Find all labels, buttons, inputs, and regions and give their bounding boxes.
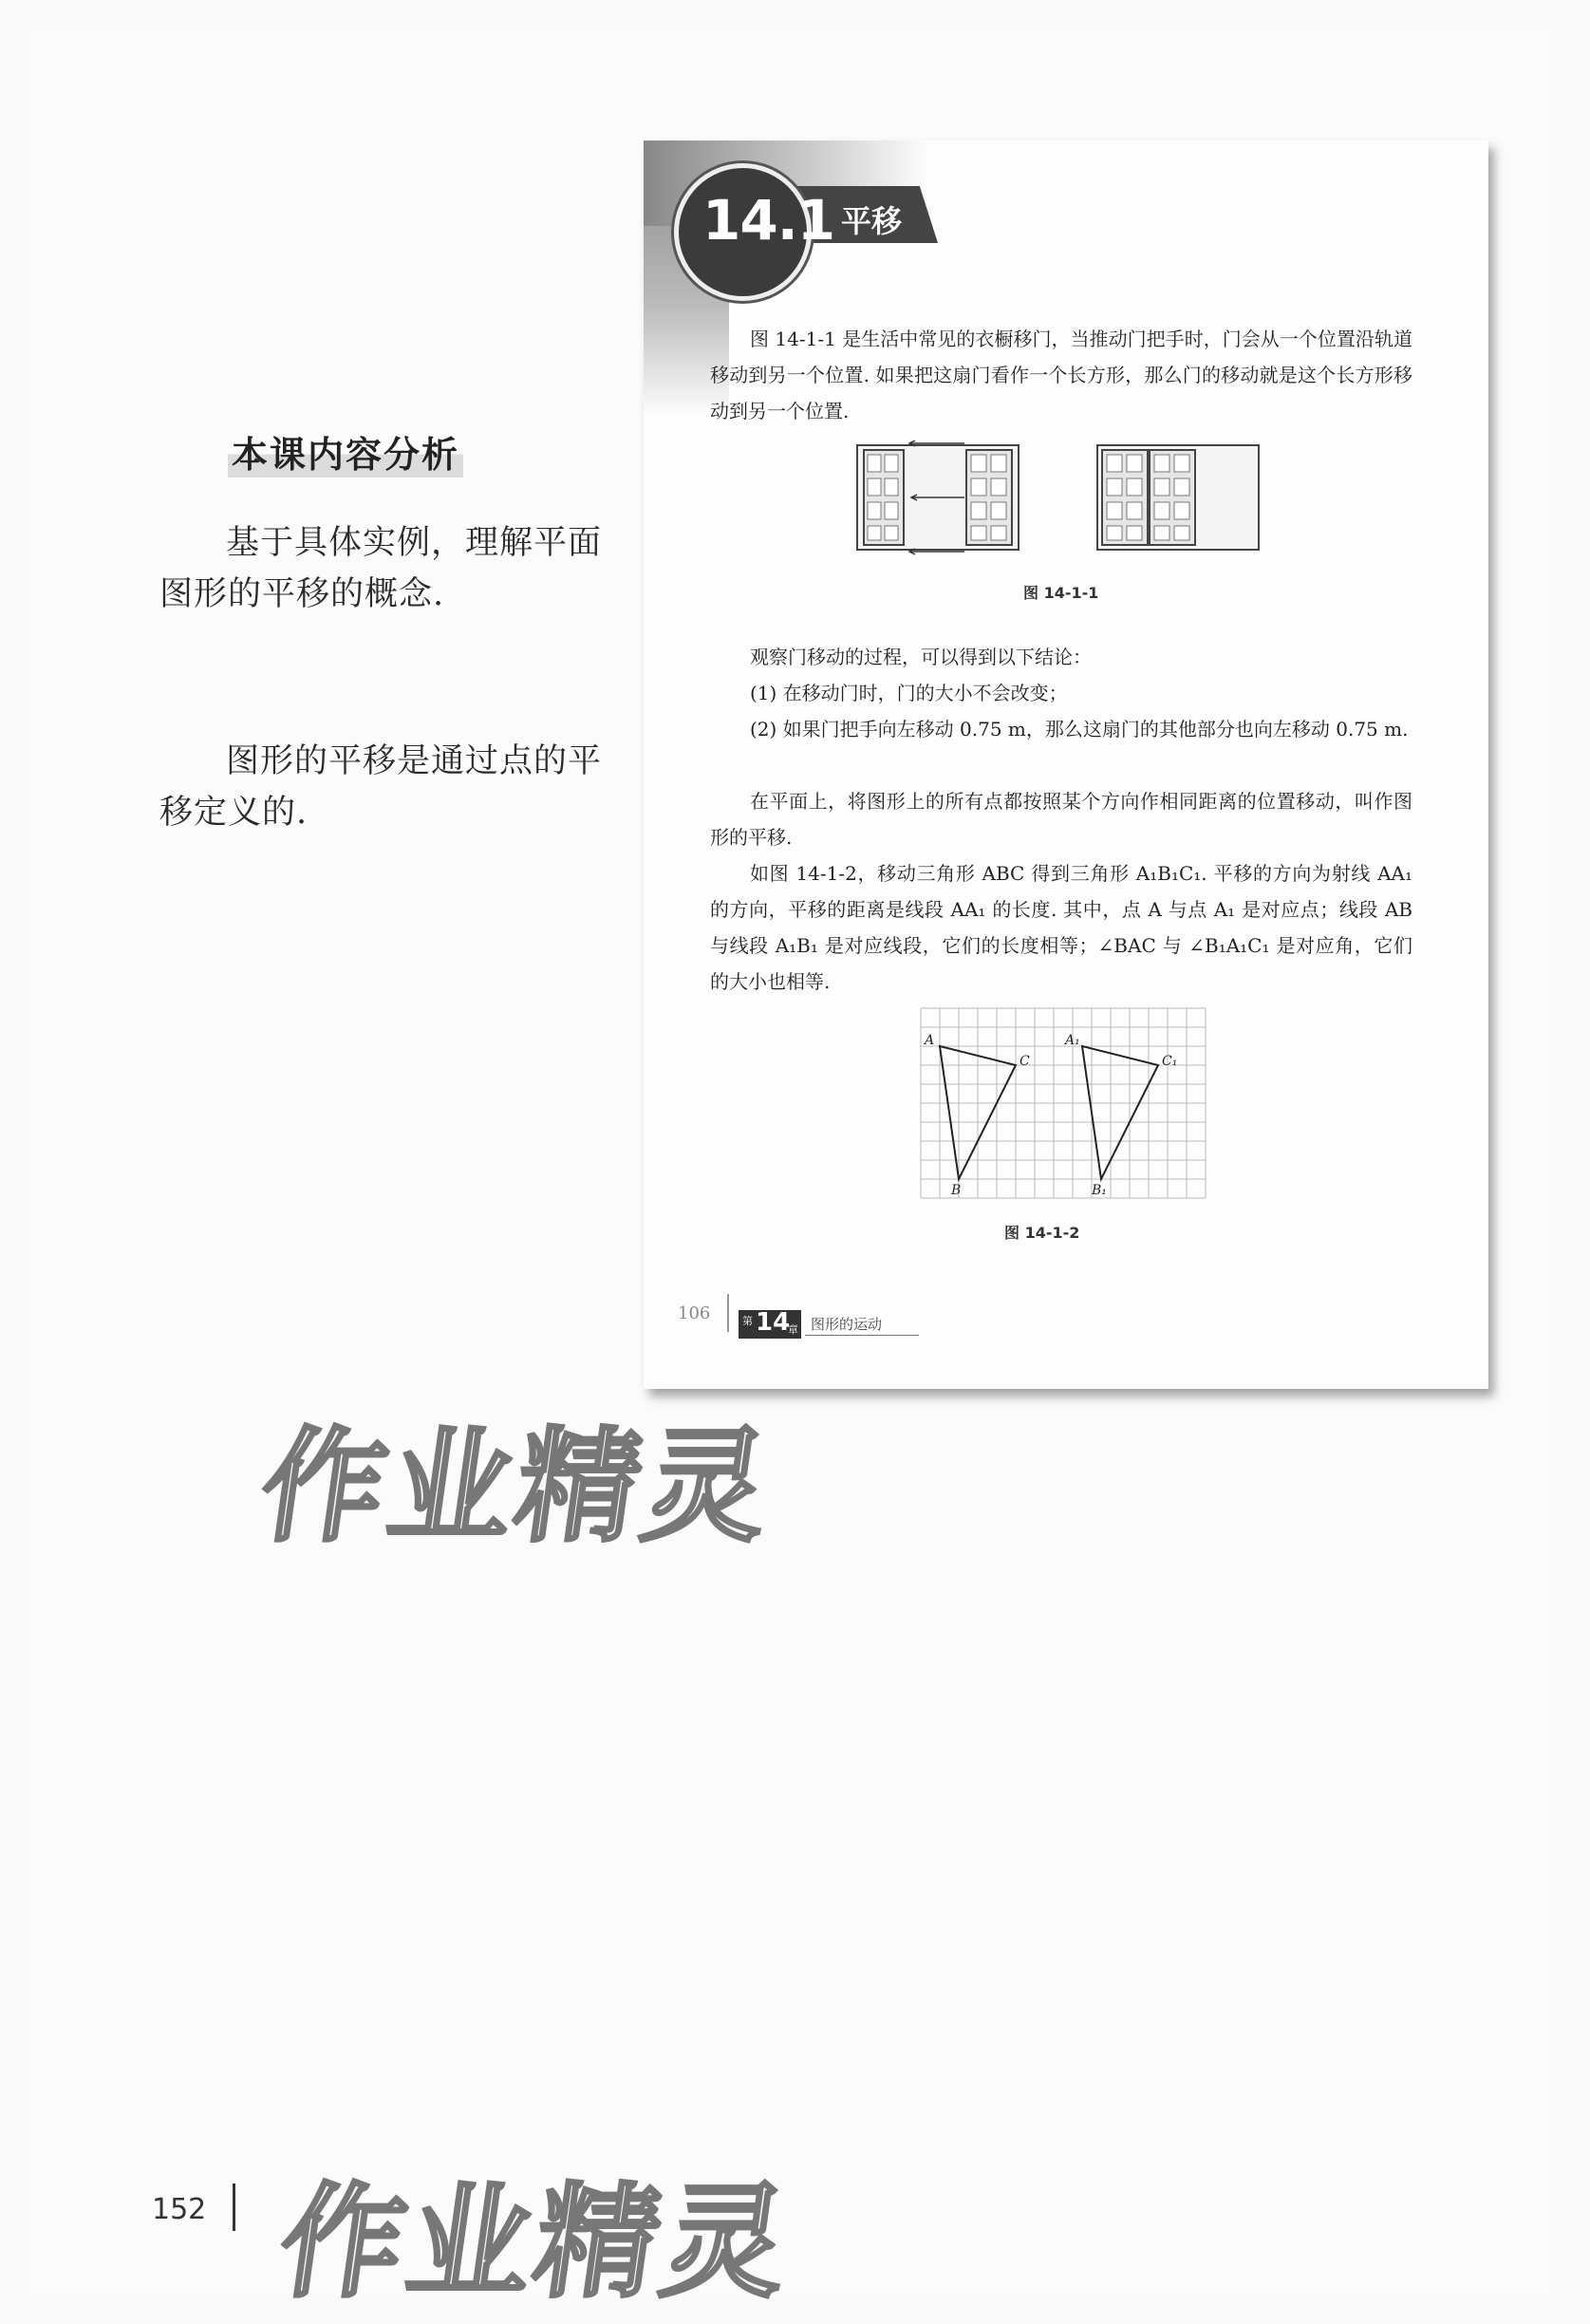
analysis-paragraph-1: 基于具体实例，理解平面图形的平移的概念. <box>159 524 603 613</box>
page-number: 152 <box>152 2193 207 2226</box>
section-heading: 本课内容分析 <box>228 425 463 478</box>
footer-rule <box>805 1335 919 1336</box>
sliding-door-figure <box>852 440 1261 564</box>
example-paragraph: 如图 14-1-2，移动三角形 ABC 得到三角形 A₁B₁C₁. 平移的方向为射线 AA₁ 的方向，平移的距离是线段 AA₁ 的长度. 其中，点 A 与点 A₁ 是对应点；线段 AB 与线段 A₁B₁ 是对应线段，它们的长度相等；∠BAC 与 ∠B₁A₁C₁ 是对应角，它们的大小也相等. <box>710 862 1412 993</box>
chapter-badge: 第 14 章 <box>739 1310 801 1339</box>
footer-divider <box>727 1294 729 1332</box>
observe-text: 观察门移动的过程，可以得到以下结论： <box>750 646 1092 668</box>
conclusion-item-2: (2) 如果门把手向左移动 0.75 m，那么这扇门的其他部分也向左移动 0.75 m. <box>750 718 1409 740</box>
page-number-divider <box>233 2183 235 2231</box>
label-a1: A₁ <box>1065 1033 1080 1048</box>
chapter-title: 图形的运动 <box>811 1316 883 1333</box>
triangle-a1b1c1 <box>1082 1046 1158 1179</box>
conclusion-item-1: (1) 在移动门时，门的大小不会改变； <box>750 682 1068 704</box>
figure1-caption: 图 14-1-1 <box>1023 584 1099 602</box>
triangle-translation-figure <box>911 999 1215 1208</box>
book-page-number: 106 <box>678 1303 711 1323</box>
label-c: C <box>1019 1054 1030 1069</box>
label-b1: B₁ <box>1092 1183 1107 1198</box>
analysis-paragraph-2: 图形的平移是通过点的平移定义的. <box>159 742 603 832</box>
definition-paragraph: 在平面上，将图形上的所有点都按照某个方向作相同距离的位置移动，叫作图形的平移. <box>710 790 1412 849</box>
section-number: 14.1 <box>702 188 835 253</box>
textbook-page-image <box>644 141 1488 1389</box>
intro-paragraph: 图 14-1-1 是生活中常见的衣橱移门，当推动门把手时，门会从一个位置沿轨道移动到另一个位置. 如果把这扇门看作一个长方形，那么门的移动就是这个长方形移动到另一个位置. <box>710 328 1412 422</box>
section-title: 平移 <box>841 203 903 239</box>
watermark-logo-bottom: 作业精灵 <box>271 2170 801 2315</box>
label-b: B <box>951 1183 962 1198</box>
label-a: A <box>925 1033 935 1048</box>
figure2-caption: 图 14-1-2 <box>1004 1224 1080 1242</box>
watermark-logo: 作业精灵 <box>252 1415 782 1559</box>
label-c1: C₁ <box>1162 1054 1178 1069</box>
